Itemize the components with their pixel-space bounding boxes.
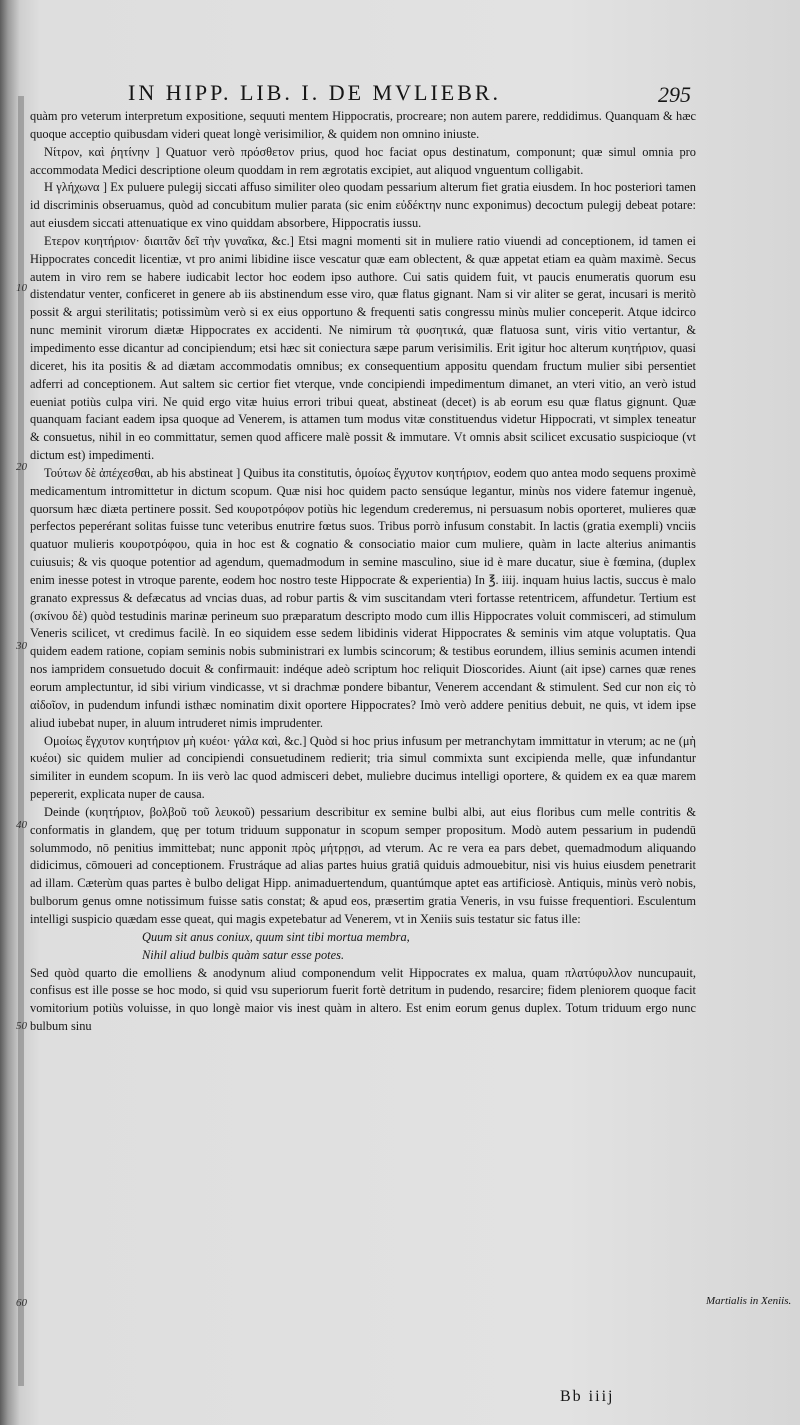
running-title: IN HIPP. LIB. I. DE MVLIEBR.: [128, 80, 502, 105]
paragraph: Νίτρον, καὶ ῥητίνην ] Quatuor verò πρόσθετον prius, quod hoc faciat opus destinatum, componunt; quæ simul omnia pro accommodata Medici descriptione oleum quoddam in rem ægrotatis excipiet, aut aliquod vnguentum colligabit.: [30, 144, 696, 177]
line-number: 40: [16, 819, 27, 831]
line-number: 20: [16, 461, 27, 473]
paragraph: Sed quòd quarto die emolliens & anodynum aliud componendum velit Hippocrates ex malua, quam πλατύφυλλον nuncupauit, confisus est ille posse se hoc modo, si quid vsu superiorum fuerit fortè detritum in pudendo, resarcire; fidem pleniorem quoque facit vomitorium potiùs voluisse, in quo longè maior vis inest quàm in altero. Est enim eorum genus duplex. Totum triduum ergo nunc bulbum sinu: [30, 965, 696, 1034]
verse-line: Quum sit anus coniux, quum sint tibi mortua membra,: [142, 929, 410, 944]
paragraph: quàm pro veterum interpretum expositione, sequuti mentem Hippocratis, procreare; non autem parere, reddidimus. Quanquam & hæc quoque acceptio quibusdam videri queat longè verisimilior, & quidem non omnino iniuste.: [30, 109, 696, 141]
body-text: [30, 108, 696, 1036]
signature-mark: Bb iiij: [560, 1388, 615, 1405]
line-number: 60: [16, 1297, 27, 1309]
paragraph: Ομοίως ἔγχυτον κυητήριον μὴ κυέοι· γάλα καὶ, &c.] Quòd si hoc prius infusum per metranchytam immittatur in vterum; ac ne (μὴ κυέοι) sic quidem mulier ad concipiendi consuetudinem redierit; tria simul commixta sunt excipienda melle, quæ infundantur similiter in eundem scopum. In iis verò lac quod admisceri debet, muliebre ducimus intelligi oportere, & quidem ex ea quæ marem pepererit, explicata nuper de causa.: [30, 733, 696, 802]
line-number: 10: [16, 282, 27, 294]
paragraph: Ετερον κυητήριον· διαιτᾶν δεῖ τὴν γυναῖκα, &c.] Etsi magni momenti sit in muliere ratio viuendi ad conceptionem, id tamen ei Hippocrates concedit licentiæ, vt pro animi libidine iisce vescatur quæ eam oblectent, & quæ appetat etiam ea quàm maximè. Secus autem in viro rem se habere iudicabit lector hoc eodem ipso authore. Cui satis quidem fuit, vt paucis enumeratis quorum esu distendatur venter, conficeret in genere ab iis abstinendum esse viro, quæ flatus gignant. Nam si vir aliter se gerat, incusari is meritò possit & argui sterilitatis; potissimùm verò si ex eius opportuno & frequenti satis congressu minùs mulier conceperit. Atque idcirco nunc meminit virorum diætæ Hippocrates ex accidenti. Ne nimirum τὰ φυσητικά, quæ flatuosa sunt, viris vitio vertantur, & impedimento esse dicantur ad concipiendum; etsi hæc sit coniectura sæpe parum verisimilis. Erit igitur hoc alterum κυητήριον, quasi diceret, his ita positis & ad diætam accommodatis omnibus; ex consequentium appositu quendam fructum mulier sibi persentiet adferri ad conceptionem. Aut saltem sic certior fiet vterque, vnde concipiendi impedimentum dimanet, an vteri vitio, an verò istud eueniat potiùs culpa viri. Ne quid ergo vitæ huius errori tribui queat, abstineat (decet) is ab eorum esu quæ flatus gignunt. Quæ quanquam faciant eadem ipsa quoque ad Venerem, is attamen tum modus vitæ constituendus videtur Hippocrati, vt simplex teneatur & consuetus, nihil in eo committatur, semen quod afficere malè possit & immutare. Vt omnis absit scilicet excusatio suspicioque (vt dictum est) impedimenti.: [30, 233, 696, 463]
line-number: 30: [16, 640, 27, 652]
line-number: 50: [16, 1020, 27, 1032]
paragraph: Deinde (κυητήριον, βολβοῦ τοῦ λευκοῦ) pessarium describitur ex semine bulbi albi, aut eius floribus cum melle contritis & conformatis in glandem, quę per totum triduum supponatur in scopum semper propositum. Modò autem pessarium in pudendū solummodo, nō penitius immittebat; nunc apponit πρὸς μήτρῃσι, ad vterum. Ac re vera ea pars debet, quemadmodum aliquando didicimus, cōmoueri ad conceptionem. Frustráque ad alias partes huius gratiâ quiduis admouebitur, nisi vis huius eiusdem penetrarit ad illam. Cæterùm quas partes è bulbo deligat Hipp. animaduertendum, quantúmque aptet eas artificiosè. Antiquis, minùs verò nobis, bulborum genus omne notissimum fuisse satis constat; & apud eos, præsertim gratia Veneris, in vsu fuisse frequentiori. Esculentum intelligi suspicio quædam esse queat, qui magis expetebatur ad Venerem, vt in Xeniis suis testatur sic fatus ille:: [30, 804, 696, 926]
paragraph: Η γλήχωνα ] Ex puluere pulegij siccati affuso similiter oleo quodam pessarium alterum fiet gratia eiusdem. In hoc posteriori tamen id discriminis obseruamus, quòd ad concubitum mulier parata (sic enim εὐδέκτην nunc exponimus) decoctum pulegij debeat potare: aut eiusdem siccati attenuatique ex vino quiddam absorbere, Hippocratis iussu.: [30, 180, 696, 231]
verse-line: Nihil aliud bulbis quàm satur esse potes.: [142, 947, 345, 962]
page-number: 295: [658, 82, 691, 107]
margin-note: Martialis in Xeniis.: [706, 1295, 792, 1307]
paragraph: Τούτων δὲ ἀπέχεσθαι, ab his abstineat ] Quibus ita constitutis, ὁμοίως ἔγχυτον κυητήριον, eodem quo antea modo sequens proximè medicamentum intromittetur in dictum scopum. Quæ nisi hoc quidem pacto sensúque legantur, minùs nos videre fatemur ingenuè, quorsum hæc diæta pertinere possit. Sed κουροτρόφον potiùs hic legendum crederemus, ni persuasum nobis oporteret, mulieres quæ perfectos peperérant solitas fuisse tunc veteribus enutrire fœtus suos. Tribus porrò infusum constabit. In lactis (gratia exempli) vnciis quatuor mulieris κουροτρόφου, quia in hoc est & cognatio & consociatio maior cum muliere, quàm in lacte alterius animantis cuiusuis; & vis quoque potentior ad agendum, quemadmodum in semine masculino, siue id è mare ducatur, siue è fœmina, (duplex enim inesse potest in vtroque parente, eodem hoc nostro teste Hippocrate & experientia) In ℥. iiij. inquam huius lactis, succus è malo granato expressus & defæcatus ad vncias duas, ad robur partis & vim suscitandam vteri fortasse retentricem, affundetur. Tertium est (σκίνου δὲ) quòd testudinis marinæ perineum suo præparatum descripto modo cum illis Hippocrates voluit commisceri, ad stimulum Veneris scilicet, vt credimus facilè. In eo siquidem esse sedem libidinis viderat Hippocrates & seminis vim atque voluptatis. Qua quidem eadem ratione, copiam seminis nobis subministrari ex lumbis scincorum; & testibus eorundem, illius seminis acumen intendi nos iampridem consuetudo docuit & confirmauit: indéque adeò scriptum hoc reliquit Dioscorides. Aiunt (ait ipse) carnes quæ renes eorum amplectuntur, id sibi virium vindicasse, vt si drachmæ pondere bibantur, Venerem accendant & stimulent. Sed cur non εἰς τὸ αἰδοῖον, in pudendum infundi isthæc nominatim dixit oportere Hippocrates? Imò verò addere penitius debuit, ne quis, vt idem ipse aliud iubebat nuper, in aluum intruderet nimis imprudenter.: [30, 465, 696, 730]
